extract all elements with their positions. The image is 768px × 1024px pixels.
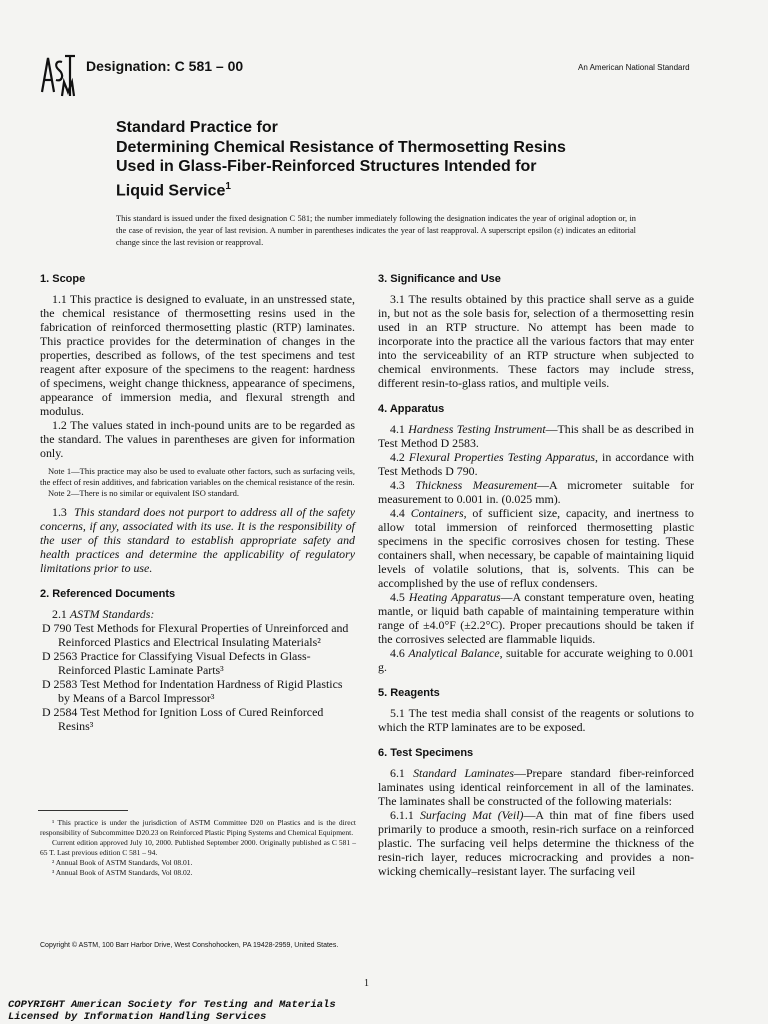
footnote-3: ³ Annual Book of ASTM Standards, Vol 08.02. <box>52 868 193 877</box>
license-line-1: COPYRIGHT American Society for Testing and Materials <box>8 999 336 1011</box>
apparatus-item <box>378 590 694 646</box>
ref-item: D 790 Test Methods for Flexural Properties of Unreinforced and Reinforced Plastics and Electrical Insulating Materials² <box>42 621 349 649</box>
apparatus-item <box>378 450 694 478</box>
intro-paragraph: This standard is issued under the fixed designation C 581; the number immediately following the designation indicates the year of original adoption or, in the case of revision, the year of last revision. A number in parentheses indicates the year of last reapproval. A superscript epsilon (ε) indicates an editorial change since the last revision or reapproval. <box>116 214 636 247</box>
apparatus-term: Flexural Properties Testing Apparatus <box>408 450 596 464</box>
apparatus-term: Analytical Balance <box>408 646 500 660</box>
scope-1-2: 1.2 The values stated in inch-pound units are to be regarded as the standard. The values in parentheses are given for information only. <box>40 418 355 460</box>
ref-2-1-num: 2.1 <box>52 607 67 621</box>
apparatus-num: 4.1 <box>390 422 405 436</box>
section-heading-apparatus: 4. Apparatus <box>378 403 445 415</box>
title-line-4 <box>116 177 676 201</box>
apparatus-item <box>378 422 694 450</box>
specimens-term: Surfacing Mat (Veil) <box>419 808 524 822</box>
astm-logo <box>38 52 78 100</box>
apparatus-text: —A micrometer suitable for measurement to 0.001 in. (0.025 mm). <box>378 478 694 506</box>
apparatus-num: 4.4 <box>390 506 405 520</box>
section-heading-significance: 3. Significance and Use <box>378 273 501 285</box>
apparatus-num: 4.2 <box>390 450 405 464</box>
scope-1-3-num: 1.3 <box>52 505 67 519</box>
national-standard-label: An American National Standard <box>578 63 690 72</box>
page-number: 1 <box>364 978 369 989</box>
apparatus-term: Containers <box>410 506 464 520</box>
apparatus-term: Hardness Testing Instrument <box>408 422 546 436</box>
ref-item: D 2584 Test Method for Ignition Loss of Cured Reinforced Resins³ <box>42 705 324 733</box>
specimens-num: 6.1.1 <box>390 808 414 822</box>
apparatus-text: , of sufficient size, capacity, and inertness to allow total immersion of reinforced thermosetting plastic specimens in the specific corrosives chosen for testing. These containers shall, when necessary, be capable of maintaining liquid levels of volatile solutions, that is, solvents. This can be accomplished by the use of reflux condensers. <box>378 506 694 590</box>
specimens-text: —Prepare standard fiber-reinforced laminates using identical reinforcement in all of the laminates. The laminates shall be constructed of the following materials: <box>378 766 694 808</box>
specimens-6-1-1 <box>378 808 694 878</box>
apparatus-text: , in accordance with Test Methods D 790. <box>378 450 694 478</box>
scope-1-1: 1.1 This practice is designed to evaluate, in an unstressed state, the chemical resistance of thermosetting resins used in the fabrication of reinforced thermosetting plastic (RTP) laminates. This practice provides for the determination of changes in the properties, described as follows, of the test specimens and test reagent after exposure of the specimens to the reagent: hardness of specimens, weight change thickness, appearance of specimens, appearance of immersion media, and flexural strength and modulus. <box>40 292 355 418</box>
apparatus-item <box>378 506 694 590</box>
note-2: Note 2—There is no similar or equivalent ISO standard. <box>48 488 239 498</box>
note-1: Note 1—This practice may also be used to evaluate other factors, such as surfacing veils, the effect of resin additives, and fabrication variables on the chemical resistance of the resin. <box>40 466 355 487</box>
apparatus-term: Thickness Measurement <box>415 478 538 492</box>
specimens-term: Standard Laminates <box>413 766 515 780</box>
footnote-1-edition: Current edition approved July 10, 2000. Published September 2000. Originally published as C 581 – 65 T. Last previous edition C 581 – 94. <box>40 838 356 857</box>
designation: Designation: C 581 – 00 <box>86 58 244 74</box>
footnotes <box>40 818 356 878</box>
specimens-text: —A thin mat of fine fibers used primarily to produce a smooth, resin-rich surface on a reinforced plastic. The surfacing veil helps determine the thickness of the resin-rich layer, reduces microcracking and provides a non-wicking chemically–resistant layer. The surfacing veil <box>378 808 694 878</box>
reagents-5-1: 5.1 The test media shall consist of the reagents or solutions to which the RTP laminates are to be exposed. <box>378 706 694 734</box>
footnote-rule <box>38 810 128 811</box>
document-title <box>116 118 676 200</box>
apparatus-text: —This shall be as described in Test Method D 2583. <box>378 422 694 450</box>
specimens-num: 6.1 <box>390 766 405 780</box>
title-line-3: Used in Glass-Fiber-Reinforced Structures Intended for <box>116 158 537 175</box>
footnote-2: ² Annual Book of ASTM Standards, Vol 08.01. <box>52 858 193 867</box>
footnote-1: ¹ This practice is under the jurisdiction of ASTM Committee D20 on Plastics and is the direct responsibility of Subcommittee D20.23 on Reinforced Plastic Piping Systems and Chemical Equipment. <box>40 818 356 837</box>
scope-1-3 <box>40 505 355 575</box>
copyright-line: Copyright © ASTM, 100 Barr Harbor Drive, West Conshohocken, PA 19428-2959, United States. <box>40 942 339 949</box>
specimens-6-1 <box>378 766 694 808</box>
left-column <box>40 272 355 733</box>
apparatus-term: Heating Apparatus <box>408 590 501 604</box>
ref-2-1 <box>40 607 355 621</box>
section-heading-test-specimens: 6. Test Specimens <box>378 747 474 759</box>
license-line-2: Licensed by Information Handling Services <box>8 1011 267 1023</box>
title-line-1: Standard Practice for <box>116 119 278 136</box>
apparatus-num: 4.6 <box>390 646 405 660</box>
apparatus-item <box>378 646 694 674</box>
title-line-2: Determining Chemical Resistance of Thermosetting Resins <box>116 138 566 156</box>
section-heading-referenced-documents: 2. Referenced Documents <box>40 588 176 600</box>
ref-item: D 2583 Test Method for Indentation Hardness of Rigid Plastics by Means of a Barcol Impressor³ <box>42 677 343 705</box>
right-column <box>378 272 694 878</box>
apparatus-text: , suitable for accurate weighing to 0.001 g. <box>378 646 694 674</box>
significance-3-1: 3.1 The results obtained by this practice shall serve as a guide in, but not as the sole basis for, selection of a thermosetting resin used in an RTP structure. No attempt has been made to incorporate into the practice all the various factors that may enter into the serviceability of an RTP structure when subjected to chemical environments. These factors may include stress, different resin-to-glass ratios, and multiple veils. <box>378 292 694 390</box>
title-footnote-mark: 1 <box>225 180 231 192</box>
apparatus-text: —A constant temperature oven, heating mantle, or liquid bath capable of maintaining temperature within range of ±4.0°F (±2.2°C). Proper precautions should be taken if the corrosives selected are flammable liquids. <box>378 590 694 646</box>
scope-1-3-text: This standard does not purport to address all of the safety concerns, if any, associated with its use. It is the responsibility of the user of this standard to establish appropriate safety and health practices and determine the applicability of regulatory limitations prior to use. <box>40 505 355 575</box>
apparatus-num: 4.3 <box>390 478 405 492</box>
section-heading-scope: 1. Scope <box>40 273 86 285</box>
ref-item: D 2563 Practice for Classifying Visual Defects in Glass-Reinforced Plastic Laminate Parts³ <box>42 649 311 677</box>
section-heading-reagents: 5. Reagents <box>378 687 440 699</box>
apparatus-item <box>378 478 694 506</box>
apparatus-num: 4.5 <box>390 590 405 604</box>
ref-2-1-title: ASTM Standards: <box>69 607 155 621</box>
title-line-4-text: Liquid Service <box>116 181 226 199</box>
